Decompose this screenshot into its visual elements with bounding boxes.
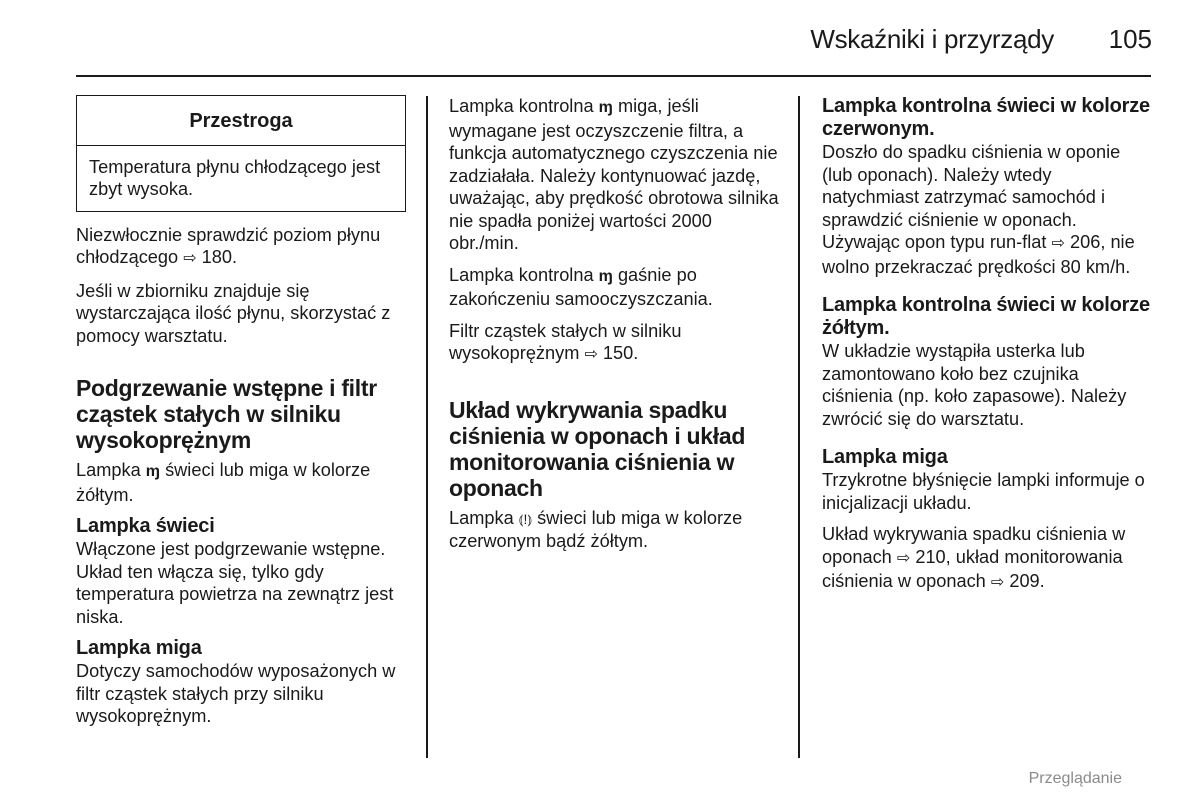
yellow-lamp-text: W układzie wystąpiła usterka lub zamontowano koło bez czujnika ciśnienia (np. koło zapasowe). Należy zwrócić się do warsztatu. [822,341,1127,429]
red-lamp-text: Doszło do spadku ciśnienia w oponie (lub oponach). Należy wtedy natychmiast zatrzymać samochód i sprawdzić ciśnienie w oponach. Używając opon typu run-flat ⇨ 206, nie wolno przekraczać prędkości 80 km/h. [822,142,1135,277]
subsection-title-lamp-blinks: Lampka miga [76,637,202,659]
lamp-off-paragraph: Lampka kontrolna ɱ gaśnie po zakończeniu samooczyszczania. [449,264,713,309]
page-ref-link[interactable]: 150. [602,343,639,363]
coolant-check-paragraph: Niezwłocznie sprawdzić poziom płynu chłodzącego ⇨ 180. [76,224,406,271]
column-divider-2 [798,96,800,758]
section-title-preheating: Podgrzewanie wstępne i filtr cząstek stałych w silniku wysokoprężnym [76,375,377,453]
subsection-title-yellow: Lampka kontrolna świeci w kolorze żółtym. [822,294,1150,339]
page-ref-link[interactable]: 206, [1069,232,1106,252]
section-title-tire-pressure: Układ wykrywania spadku ciśnienia w oponach i układ monitorowania ciśnienia w oponach [449,396,746,501]
particle-filter-ref-paragraph: Filtr cząstek stałych w silniku wysokoprężnym ⇨ 150. [449,320,779,367]
column-divider-1 [426,96,428,758]
glow-plug-icon: ɱ [598,99,613,116]
column-3 [822,95,1152,604]
page-ref-arrow-icon: ⇨ [990,574,1005,591]
blinks-text: Trzykrotne błyśnięcie lampki informuje o inicjalizacji układu. [822,470,1145,513]
column-2 [449,95,779,562]
glow-plug-icon: ɱ [598,267,613,285]
footer-browse-link[interactable]: Przeglądanie [1028,770,1122,787]
page-number: 105 [1108,24,1152,54]
systems-ref-paragraph: Układ wykrywania spadku ciśnienia w oponach ⇨ 210, układ monitorowania ciśnienia w oponach ⇨ 209. [822,523,1152,595]
page-ref-link[interactable]: 209. [1009,571,1045,591]
warning-title: Przestroga [77,96,405,146]
subsection-title-red: Lampka kontrolna świeci w kolorze czerwonym. [822,95,1150,140]
tire-pressure-intro: Lampka ⦅!⦆ świeci lub miga w kolorze czerwonym bądź żółtym. [449,507,743,551]
lamp-blinks-text: Dotyczy samochodów wyposażonych w filtr cząstek stałych przy silniku wysokoprężnym. [76,661,396,726]
tire-pressure-icon: ⦅!⦆ [518,510,532,527]
subsection-title-lamp-on: Lampka świeci [76,515,215,537]
column-1 [76,95,406,737]
warning-text: Temperatura płynu chłodzącego jest zbyt wysoka. [89,156,381,199]
page-ref-arrow-icon: ⇨ [584,346,598,363]
header-title: Wskaźniki i przyrządy [810,24,1054,54]
lamp-on-text: Włączone jest podgrzewanie wstępne. Układ ten włącza się, tylko gdy temperatura powietrza na zewnątrz jest niska. [76,539,394,627]
page-ref-arrow-icon: ⇨ [183,250,197,267]
workshop-paragraph: Jeśli w zbiorniku znajduje się wystarczająca ilość płynu, skorzystać z pomocy warsztatu. [76,280,391,346]
glow-plug-icon: ɱ [145,463,161,480]
page-ref-arrow-icon: ⇨ [1051,235,1065,252]
filter-cleaning-paragraph: Lampka kontrolna ɱ miga, jeśli wymagane jest oczyszczenie filtra, a funkcja automatycznego czyszczenia nie zadziałała. Należy kontynuować jazdę, uważając, aby prędkość obrotowa silnika nie spadła poniżej wartości 2000 obr./min. [449,96,779,253]
page-ref-arrow-icon: ⇨ [896,549,911,567]
header-rule [76,75,1151,77]
page-ref-link[interactable]: 210, [915,546,951,567]
preheating-intro: Lampka ɱ świeci lub miga w kolorze żółtym. [76,460,371,505]
warning-box [76,95,406,212]
subsection-title-blinks: Lampka miga [822,446,948,468]
page-ref-link[interactable]: 180. [201,247,238,267]
